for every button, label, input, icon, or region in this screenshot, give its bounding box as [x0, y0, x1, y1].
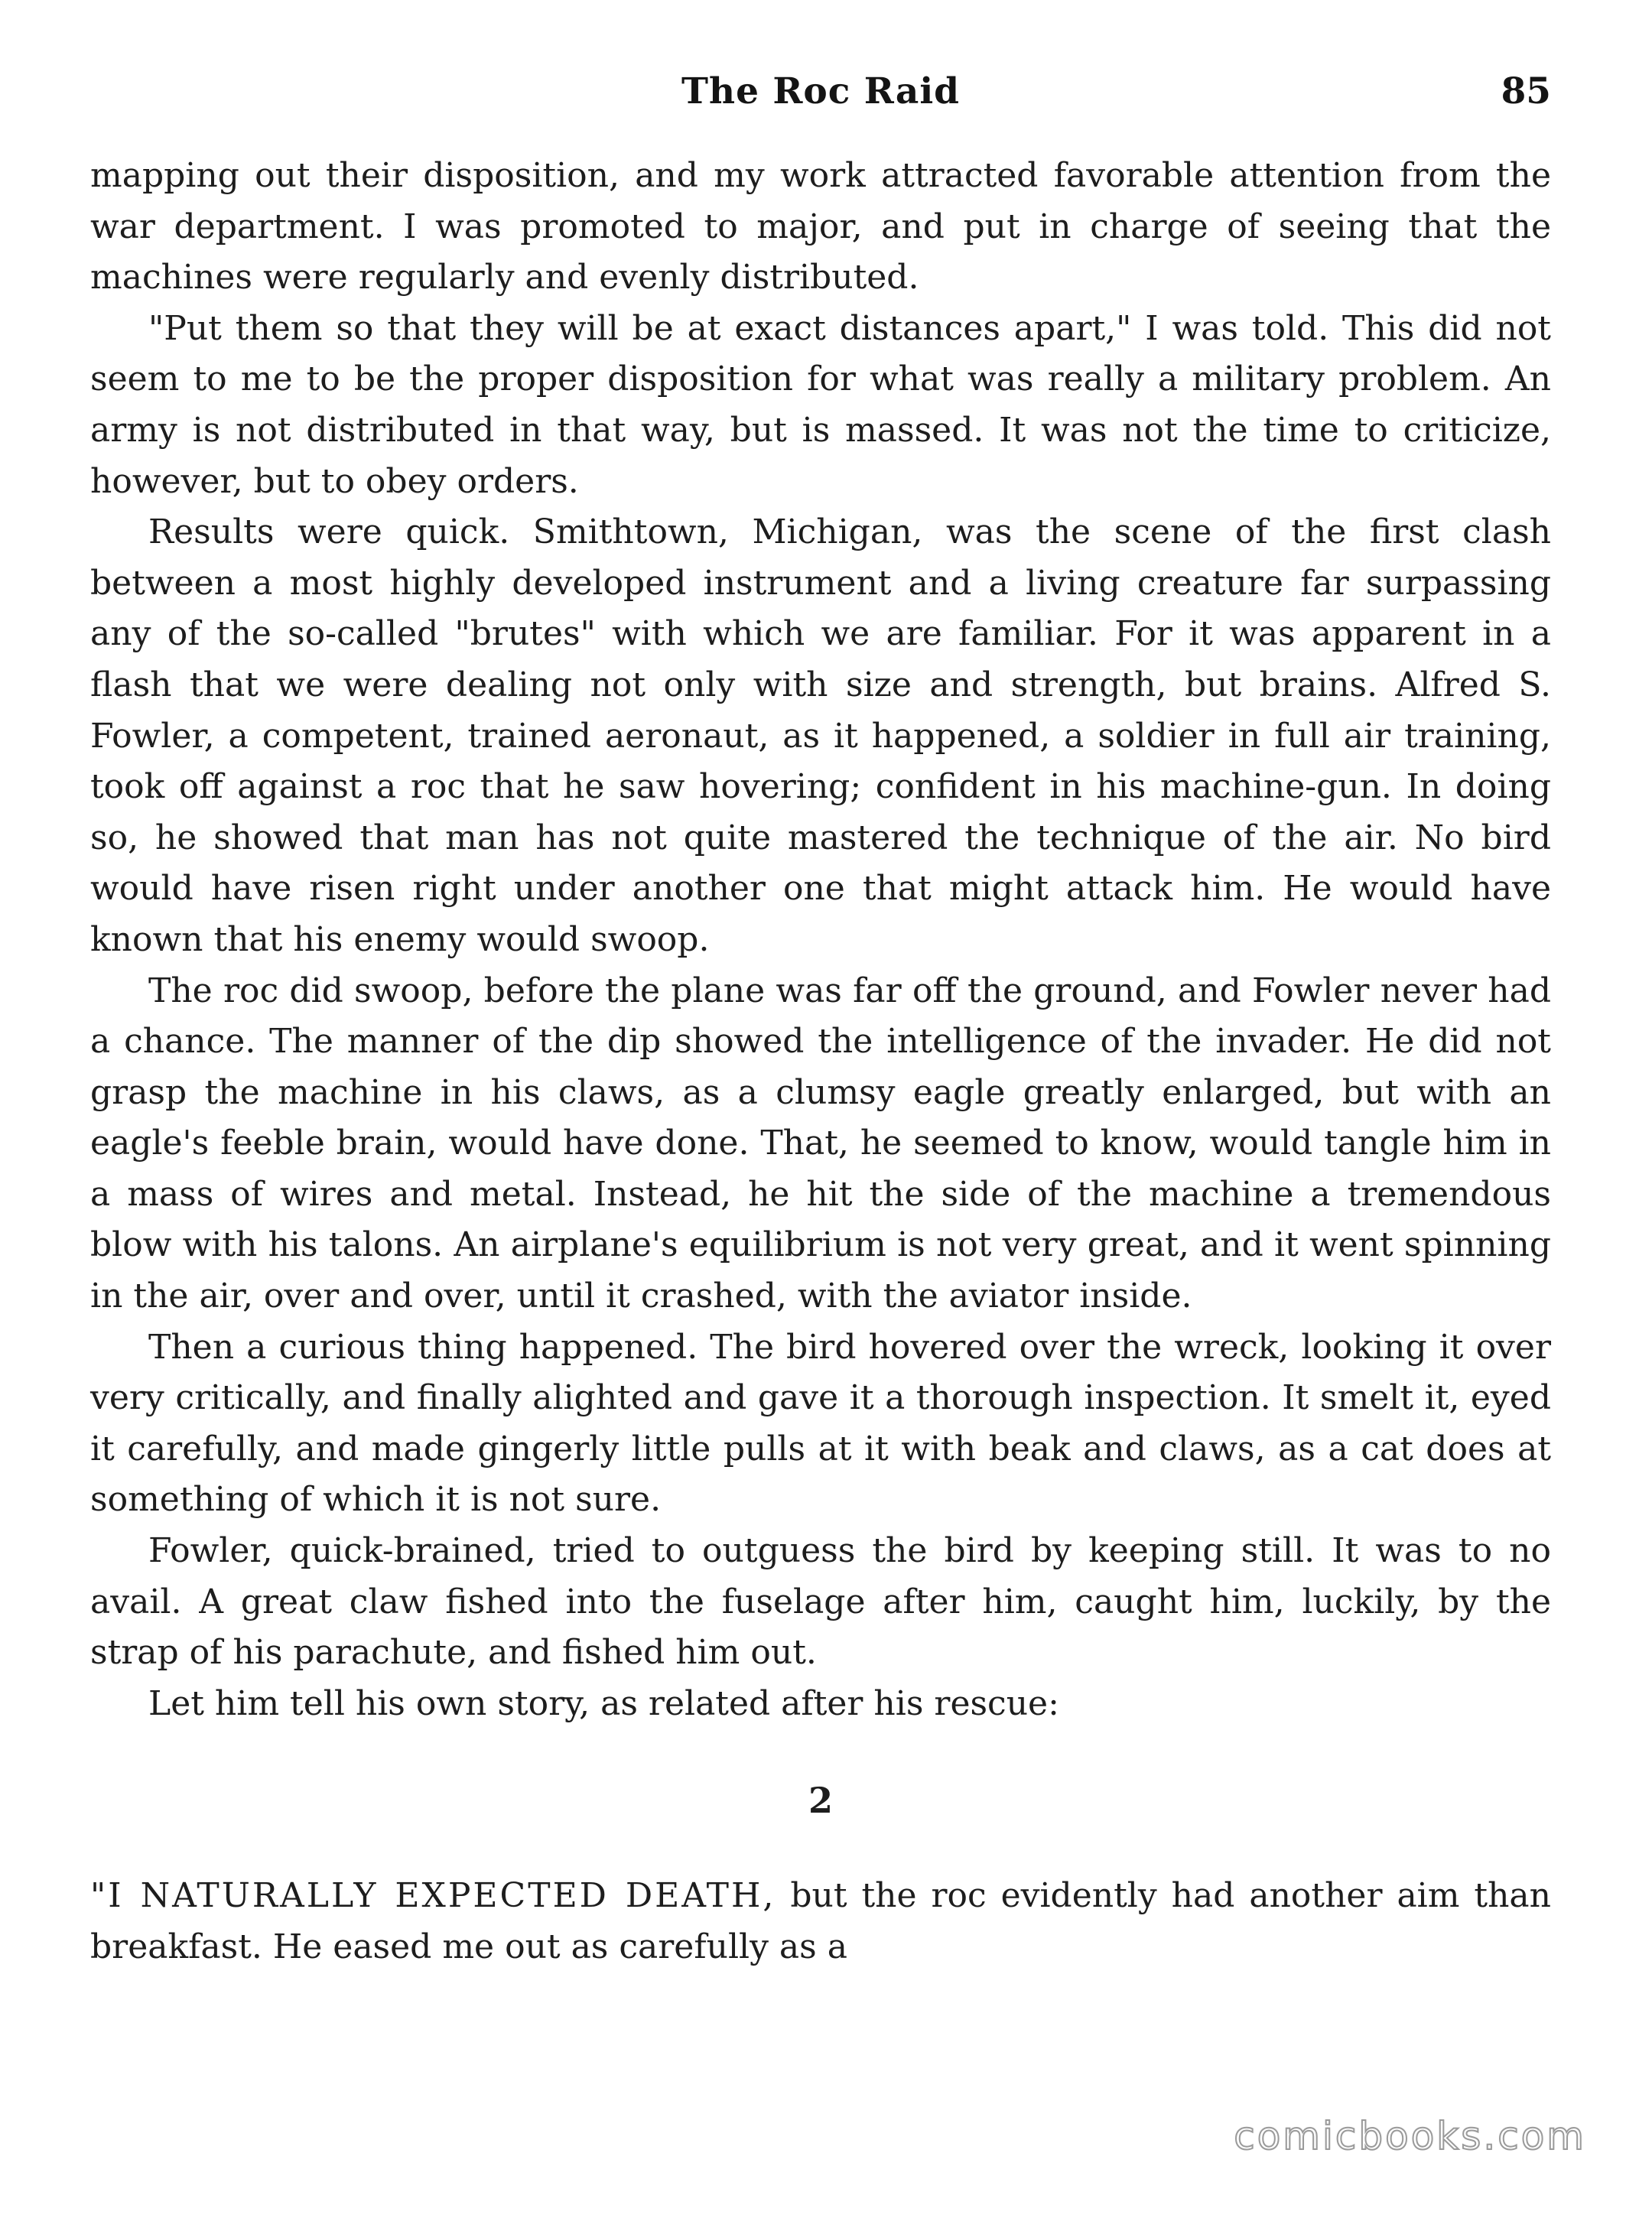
watermark: comicbooks.com [1234, 2114, 1586, 2158]
paragraph: Fowler, quick-brained, tried to outguess the bird by keeping still. It was to no avail. A great claw fished into the fuselage after him, caught him, luckily, by the strap of his parachute, and fished him out. [90, 1531, 1551, 1673]
paragraph: Then a curious thing happened. The bird hovered over the wreck, looking it over very critically, and finally alighted and gave it a thorough inspection. It smelt it, eyed it carefully, and made gingerly little pulls at it with beak and claws, as a cat does at something of which it is not sure. [90, 1327, 1551, 1520]
body-text [90, 151, 1551, 1972]
paragraph: The roc did swoop, before the plane was far off the ground, and Fowler never had a chance. The manner of the dip showed the intelligence of the invader. He did not grasp the machine in his claws, as a clumsy eagle greatly enlarged, but with an eagle's feeble brain, would have done. That, he seemed to know, would tangle him in a mass of wires and metal. Instead, he hit the side of the machine a tremendous blow with his talons. An airplane's equilibrium is not very great, and it went spinning in the air, over and over, until it crashed, with the aviator inside. [90, 971, 1551, 1316]
section-number: 2 [808, 1780, 833, 1822]
running-head [90, 70, 1551, 124]
page-number: 85 [1501, 70, 1551, 112]
section-opening-text: but the roc evidently had another aim than breakfast. He eased me out as carefully as a [90, 1876, 1552, 1966]
paragraph: "Put them so that they will be at exact distances apart," I was told. This did not seem to me to be the proper disposition for what was really a military problem. An army is not distributed in that way, but is massed. It was not the time to criticize, however, but to obey orders. [90, 308, 1551, 501]
section-opening-caps: "I NATURALLY EXPECTED DEATH, [90, 1876, 776, 1915]
chapter-title: The Roc Raid [681, 70, 961, 112]
paragraph: mapping out their disposition, and my work attracted favorable attention from the war department. I was promoted to major, and put in charge of seeing that the machines were regularly and evenly distributed. [90, 156, 1551, 298]
paragraph: Let him tell his own story, as related after his rescue: [148, 1683, 1059, 1723]
paragraph: Results were quick. Smithtown, Michigan, was the scene of the first clash between a most highly developed instrument and a living creature far surpassing any of the so-called "brutes" with which we are familiar. For it was apparent in a flash that we were dealing not only with size and strength, but brains. Alfred S. Fowler, a competent, trained aeronaut, as it happened, a soldier in full air training, took off against a roc that he saw hovering; confident in his machine-gun. In doing so, he showed that man has not quite mastered the technique of the air. No bird would have risen right under another one that might attack him. He would have known that his enemy would swoop. [90, 512, 1551, 959]
section-opening-paragraph [90, 1871, 1551, 1972]
